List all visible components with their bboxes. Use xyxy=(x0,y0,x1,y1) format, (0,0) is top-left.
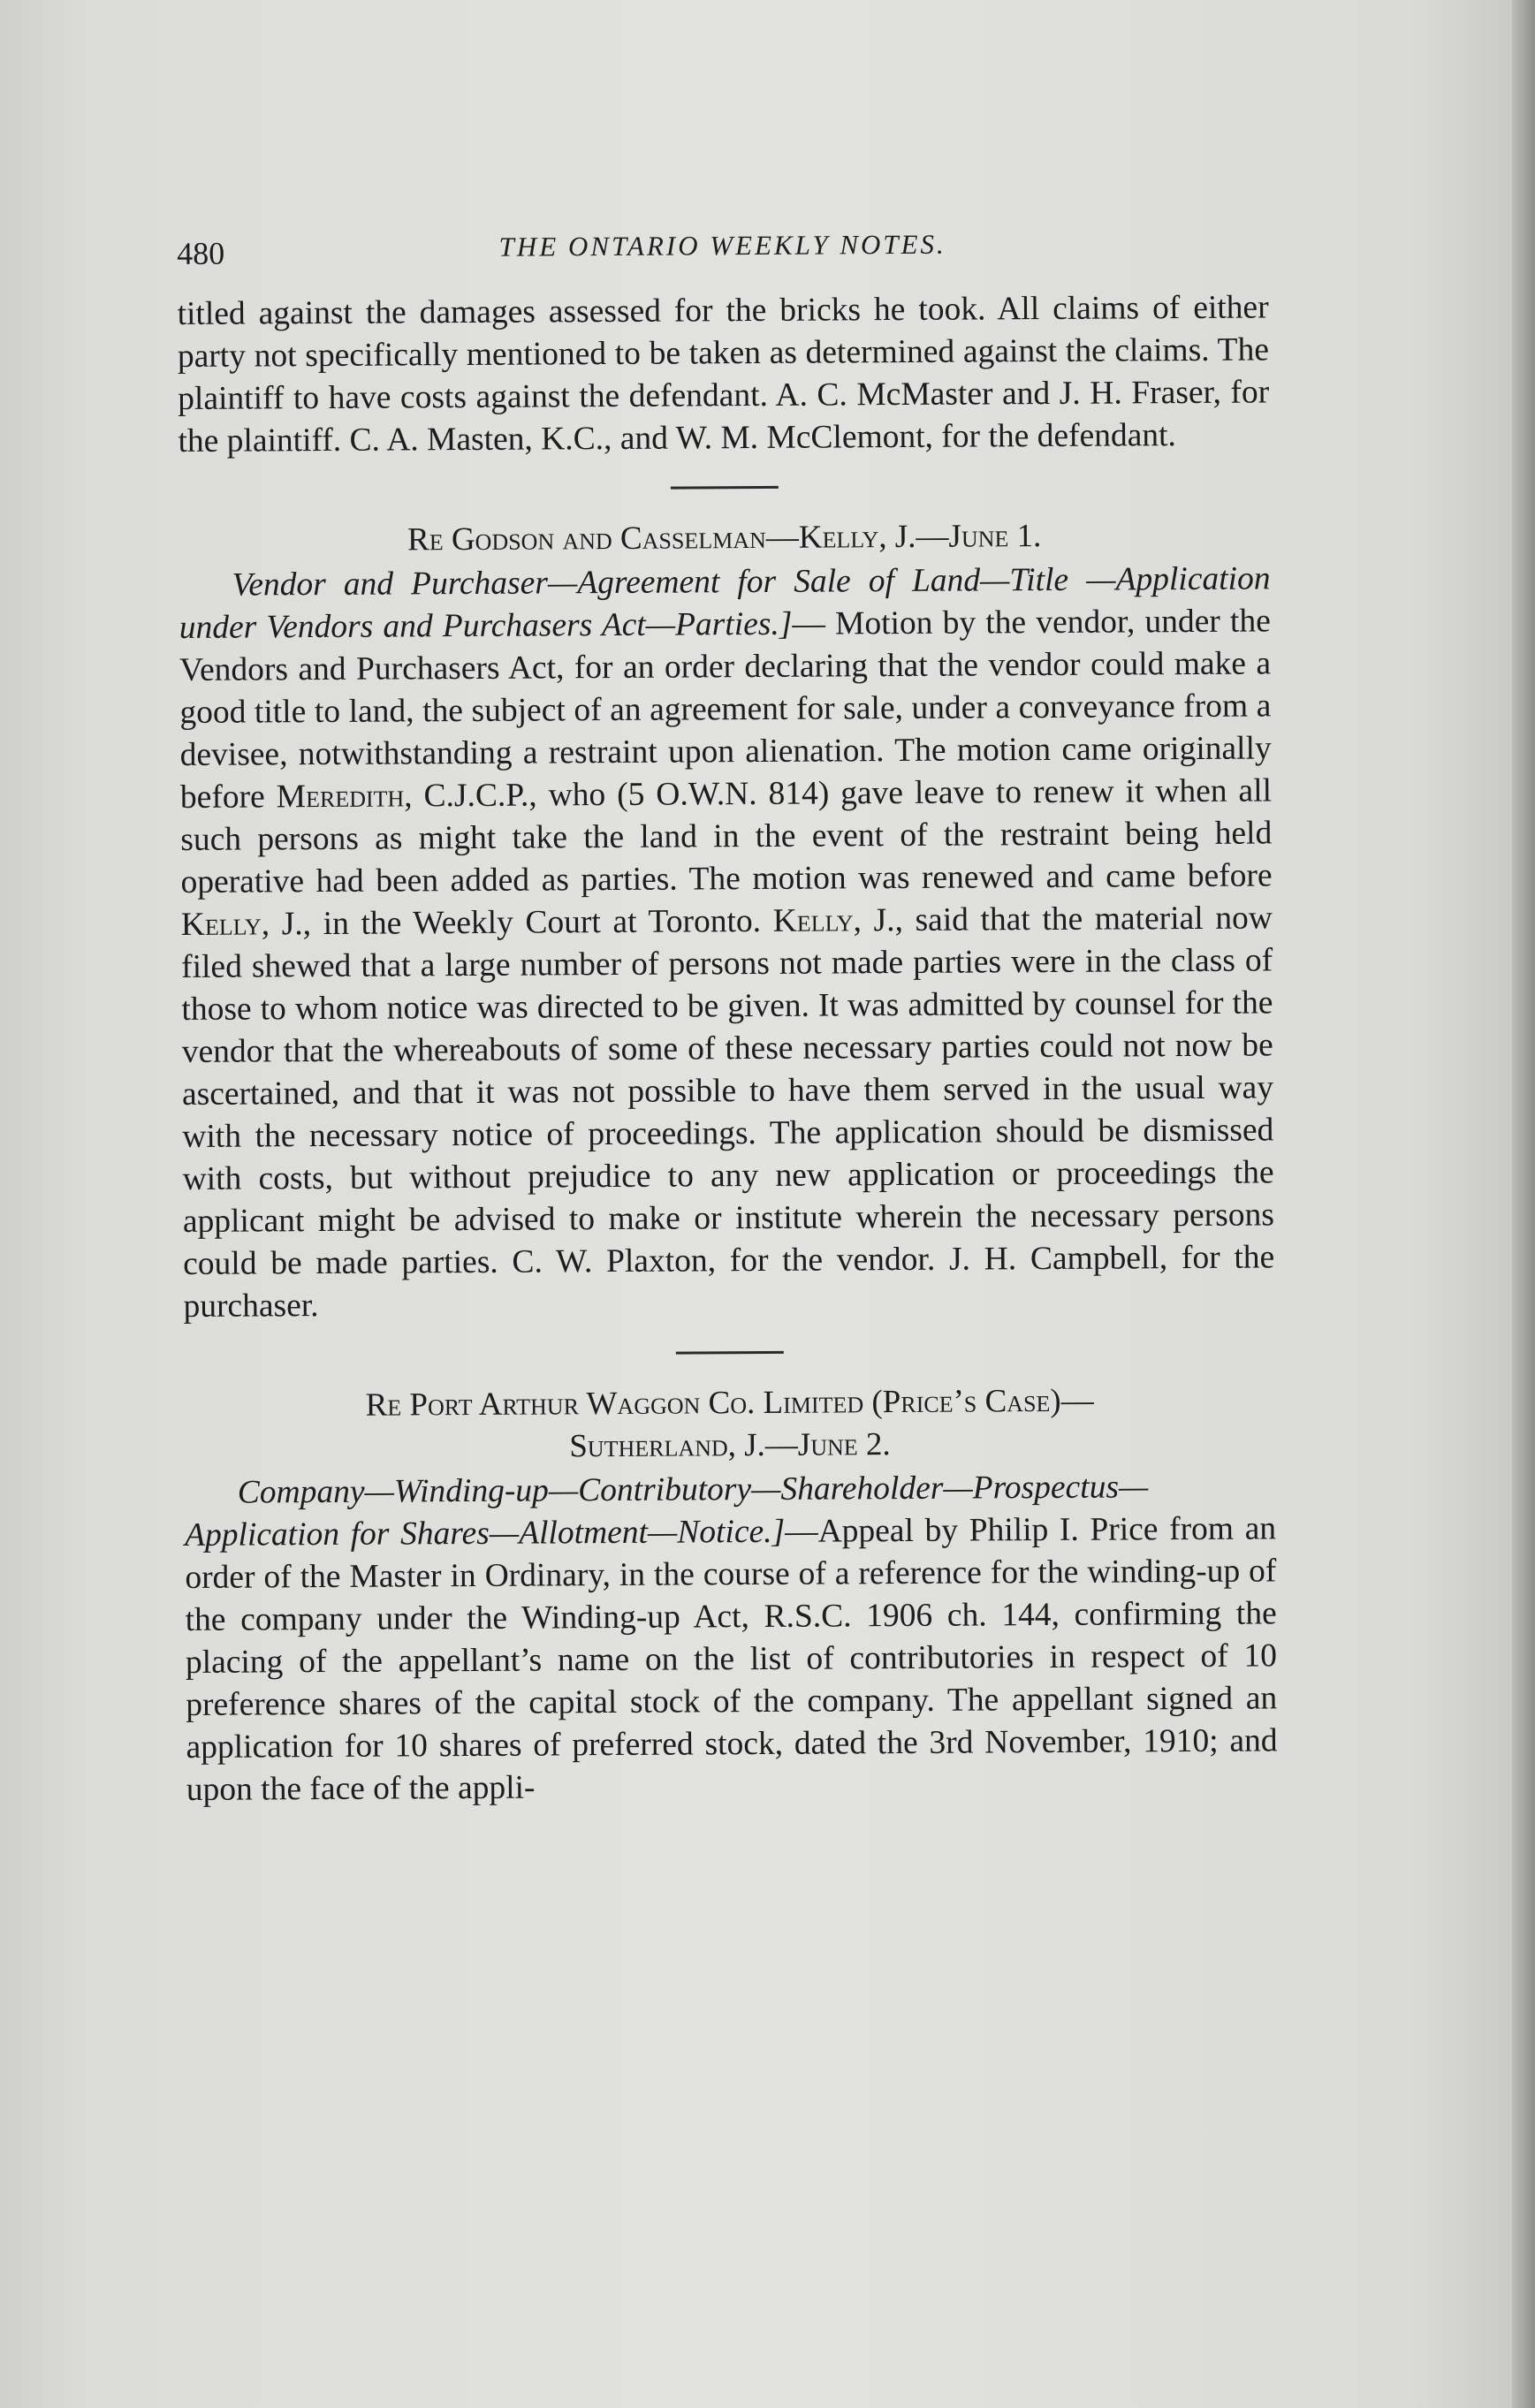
journal-title: THE ONTARIO WEEKLY NOTES. xyxy=(498,228,946,262)
judge-name: Kelly xyxy=(772,902,854,939)
body-text: —Appeal by Philip I. Price from an order of the Master in Ordinary, in the course of a reference for the winding-up of the company under the Winding-up Act, R.S.C. 1906 ch. 144, confirming the placing of the appellant’s name on the list of contributories in respect of 10 preference shares of the capital stock of the company. The appellant signed an application for 10 shares of preferred stock, dated the 3rd November, 1910; and upon the face of the appli- xyxy=(185,1510,1278,1808)
continued-paragraph: titled against the damages assessed for the bricks he took. All claims of either party not specifically mentioned to be taken as determined against the claims. The plaintiff to have costs against the defendant. A. C. McMaster and J. H. Fraser, for the plaintiff. C. A. Masten, K.C., and W. M. McClemont, for the defendant. xyxy=(177,289,1270,460)
case-body-port-arthur xyxy=(185,1465,1278,1812)
section-divider xyxy=(675,1351,783,1355)
page-number: 480 xyxy=(177,235,225,271)
case-heading-line: Sutherland, J.—June 2. xyxy=(569,1426,891,1465)
case-heading-line: Re Port Arthur Waggon Co. Limited (Price’s Case)— xyxy=(365,1382,1094,1424)
catchwords-godson: Vendor and Purchaser—Agreement for Sale of Land—Title —Application under Vendors and Purchasers Act—Parties.] xyxy=(179,560,1271,646)
running-header xyxy=(177,214,1268,283)
section-divider xyxy=(670,486,778,490)
judge-name: Meredith xyxy=(276,778,405,816)
catchwords-port-arthur: Company—Winding-up—Contributory—Shareholder—Prospectus—Application for Shares—Allotment—Notice.] xyxy=(184,1469,1149,1553)
case-heading-godson: Re Godson and Casselman—Kelly, J.—June 1. xyxy=(407,518,1042,558)
body-text: — Motion by the vendor, under the Vendors and Purchasers Act, for an order declaring that the vendor could make a good title to land, the subject of an agreement for sale, under a conveyance from a devisee, notwithstanding a restraint upon alienation. The motion came originally before xyxy=(179,603,1272,816)
judge-name: Kelly xyxy=(180,906,262,943)
case-heading-port-arthur xyxy=(184,1379,1276,1470)
body-text: , C.J.C.P., who (5 O.W.N. 814) gave leave to renew it when all such persons as might take the land in the event of the restraint being held operative had been added as parties. The motion was renewed and came before xyxy=(180,772,1273,900)
body-text: , J., said that the material now filed shewed that a large number of persons not made parties were in the class of those to whom notice was directed to be given. It was admitted by counsel for the vendor that the whereabouts of some of these necessary parties could not now be ascertained, and that it was not possible to have them served in the usual way with the necessary notice of proceedings. The application should be dismissed with costs, but without prejudice to any new application or proceedings the applicant might be advised to make or institute wherein the necessary persons could be made parties. C. W. Plaxton, for the vendor. J. H. Campbell, for the purchaser. xyxy=(181,900,1275,1325)
page-edge-shadow xyxy=(1512,0,1535,2408)
case-body-godson xyxy=(179,558,1274,1328)
page-content xyxy=(177,214,1278,1812)
body-text: , J., in the Weekly Court at Toronto. xyxy=(261,902,773,943)
